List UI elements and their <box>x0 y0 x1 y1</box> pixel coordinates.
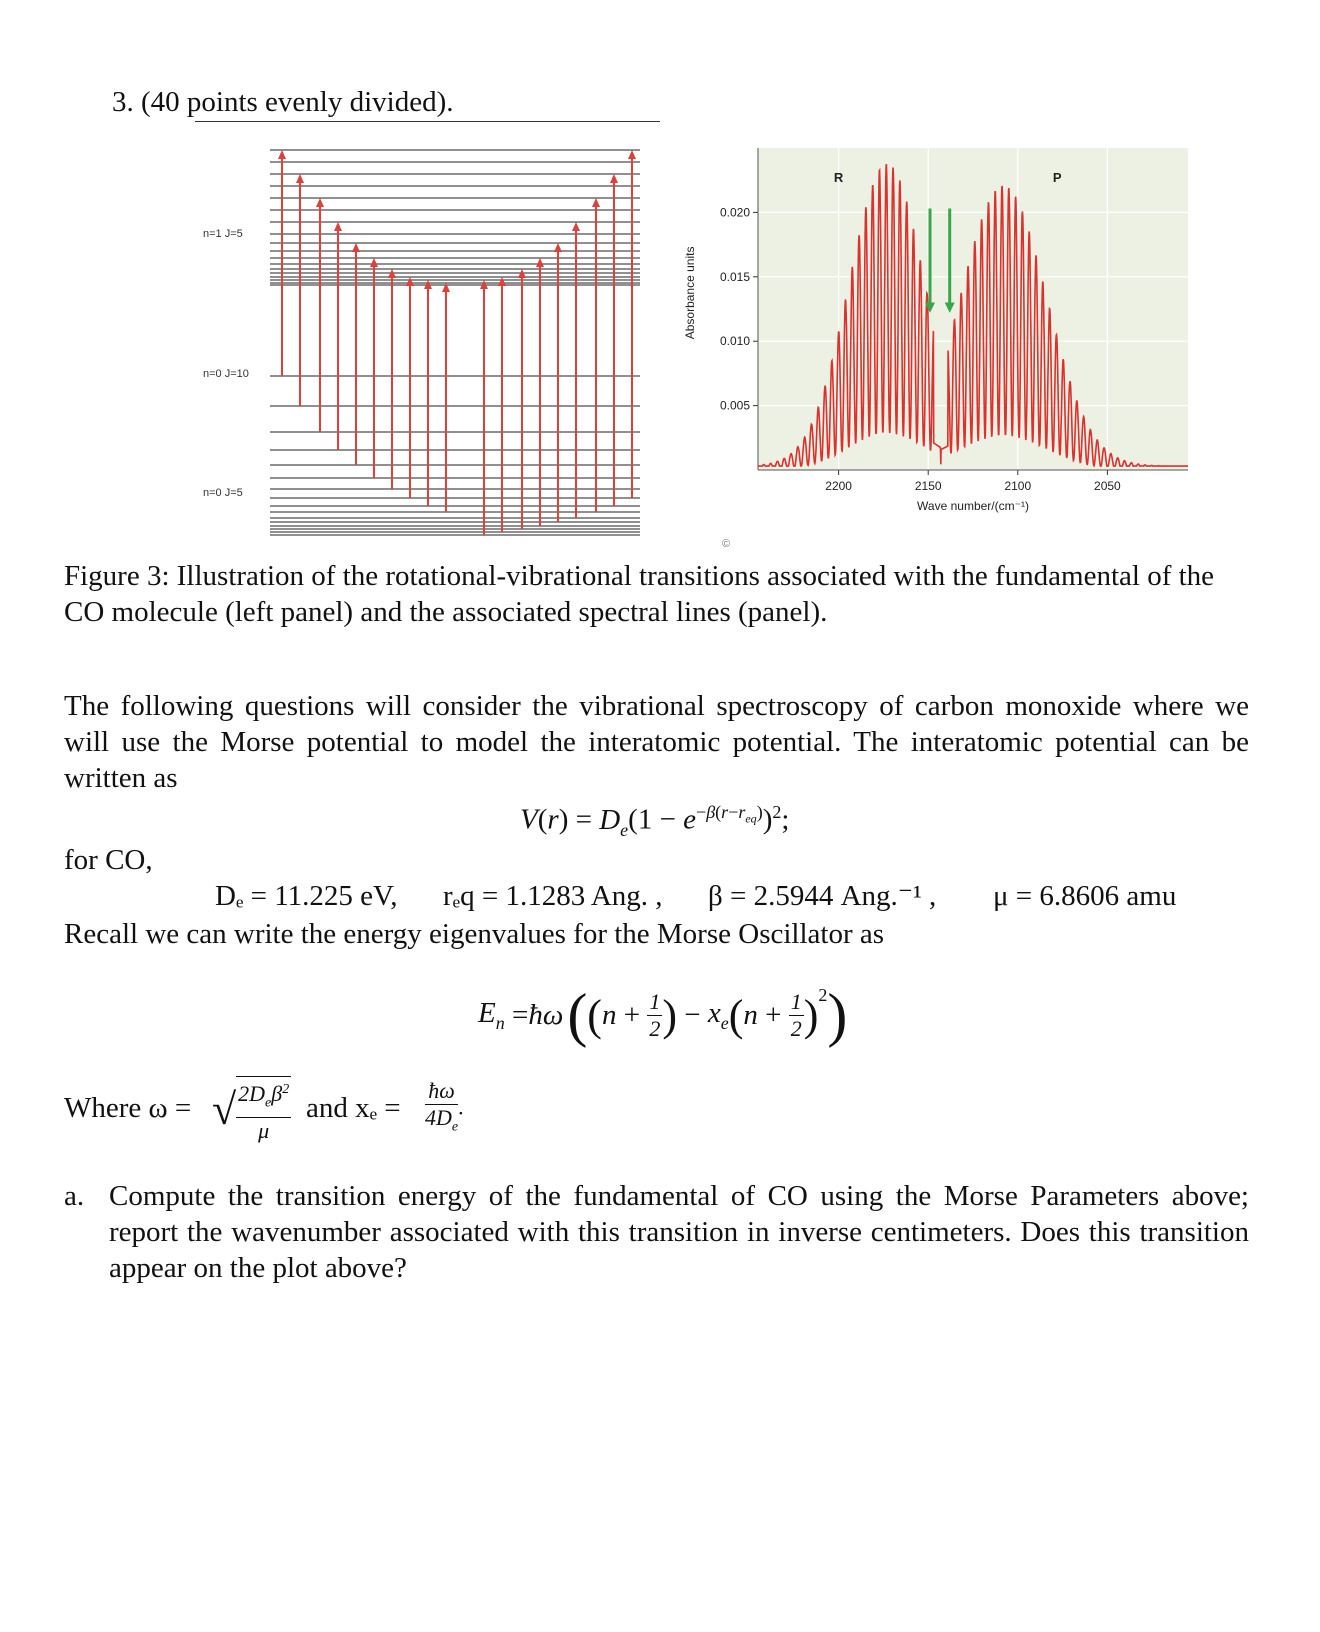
transition-arrowhead <box>370 258 378 267</box>
transition-arrowhead <box>406 277 414 286</box>
morse-potential-equation: $V(r) = D_e(1 - e^{-\beta(r-r_{eq})})^2$; <box>520 802 790 840</box>
transition-arrowhead <box>278 150 286 159</box>
question-heading: 3. (40 points evenly divided). <box>112 86 454 118</box>
param-beta: β = 2.5944 Ang.⁻¹ , <box>708 880 937 912</box>
recall-sentence: Recall we can write the energy eigenvalues for the Morse Oscillator as <box>64 918 885 950</box>
param-mu: μ = 6.8606 amu <box>993 880 1177 912</box>
co-absorption-spectrum <box>680 140 1200 530</box>
for-co-label: for CO, <box>64 844 153 876</box>
p-branch-label: P <box>1052 170 1062 185</box>
level-label-n1-j5: n=1 J=5 <box>203 228 243 240</box>
xe-formula: $\frac{ħ\omega}{4D_e}$ . <box>425 1078 464 1135</box>
x-tick-label: 2100 <box>1004 479 1032 493</box>
param-req: rₑq = 1.1283 Ang. , <box>443 880 663 912</box>
transition-arrowhead <box>334 222 342 231</box>
level-label-n0-j10: n=0 J=10 <box>203 368 249 380</box>
transition-arrowhead <box>572 222 580 231</box>
y-tick-label: 0.015 <box>719 269 750 284</box>
y-tick-label: 0.020 <box>719 205 750 220</box>
where-omega-label: Where ω = <box>64 1092 192 1124</box>
intro-paragraph: The following questions will consider the vibrational spectroscopy of carbon monoxide where we will use the Morse potential to model the interatomic potential. The interatomic potential can be written as <box>64 690 1249 794</box>
energy-level-diagram <box>270 140 650 545</box>
r-branch-label: R <box>833 170 844 185</box>
level-label-n0-j5: n=0 J=5 <box>203 487 243 499</box>
part-a-question: Compute the transition energy of the fundamental of CO using the Morse Parameters above; report the wavenumber associated with this transition in inverse centimeters. Does this transition appear on the plot above? <box>109 1180 1249 1284</box>
y-tick-label: 0.005 <box>719 398 750 413</box>
transition-arrowhead <box>296 174 304 183</box>
x-axis-label: Wave number/(cm⁻¹) <box>917 499 1029 513</box>
transition-arrowhead <box>442 283 450 292</box>
figure-caption: Figure 3: Illustration of the rotational-vibrational transitions associated with the fundamental of the CO molecule (left panel) and the associated spectral lines (panel). <box>64 560 1215 628</box>
param-de: Dₑ = 11.225 eV, <box>215 880 398 912</box>
omega-formula: √ $\frac{2D_e\beta^2}{\mu}$ <box>212 1074 291 1146</box>
copyright-mark: © <box>722 538 731 550</box>
x-tick-label: 2050 <box>1094 479 1121 493</box>
transition-arrowhead <box>352 243 360 252</box>
transition-arrowhead <box>554 243 562 252</box>
transition-arrowhead <box>610 174 618 183</box>
x-tick-label: 2150 <box>914 479 942 493</box>
y-axis-label: Absorbance units <box>683 246 697 340</box>
morse-energy-equation: $E_n$ = ħω ( ( n + $\frac{1}{2}$ ) − $x_e$ ( n + $\frac{1}{2}$ ) $^2$ ) <box>478 981 848 1048</box>
transition-arrowhead <box>536 258 544 267</box>
transition-arrowhead <box>592 198 600 207</box>
x-tick-label: 2200 <box>825 479 852 493</box>
transition-arrowhead <box>316 198 324 207</box>
y-tick-label: 0.010 <box>719 334 750 349</box>
part-a-label: a. <box>64 1180 85 1212</box>
heading-rule <box>195 121 660 122</box>
and-xe-label: and xₑ = <box>306 1092 401 1124</box>
transition-arrowhead <box>498 277 506 286</box>
transition-arrowhead <box>628 150 636 159</box>
